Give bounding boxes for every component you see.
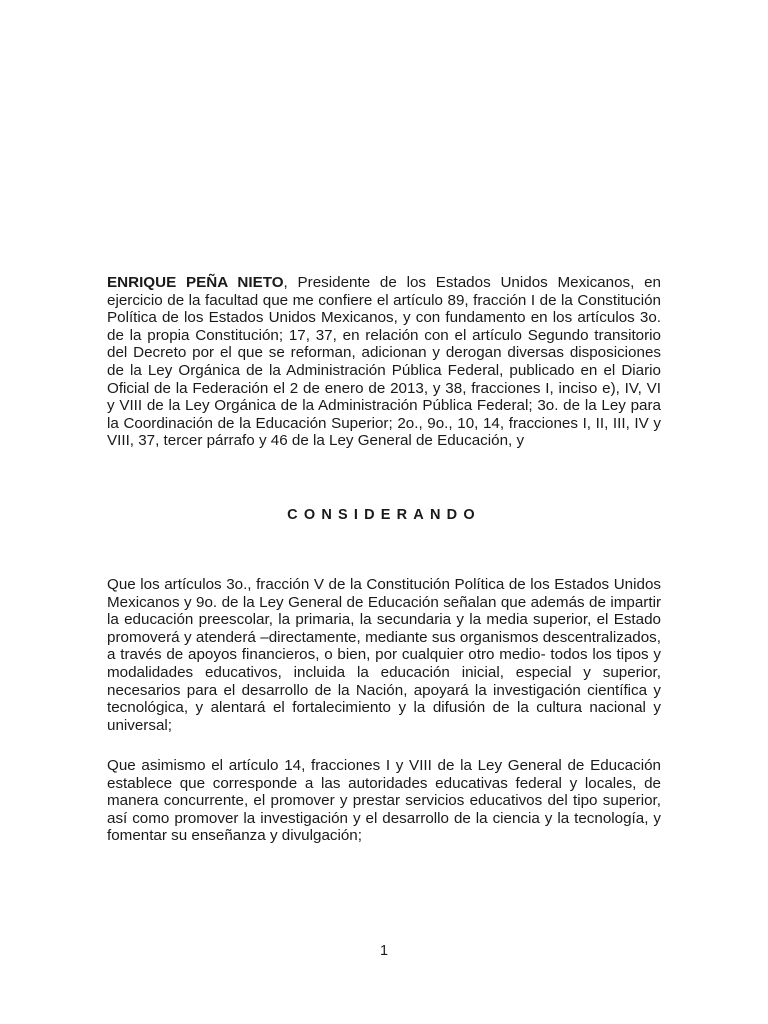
intro-paragraph: [107, 274, 661, 450]
considerando-paragraph-2: Que asimismo el artículo 14, fracciones I y VIII de la Ley General de Educación establece que corresponde a las autoridades educativas federal y locales, de manera concurrente, el promover y prestar servicios educativos del tipo superior, así como promover la investigación y el desarrollo de la ciencia y la tecnología, y fomentar su enseñanza y divulgación;: [107, 757, 661, 845]
president-name: ENRIQUE PEÑA NIETO: [107, 274, 284, 291]
considerando-paragraph-1: Que los artículos 3o., fracción V de la Constitución Política de los Estados Unidos Mexicanos y 9o. de la Ley General de Educación señalan que además de impartir la educación preescolar, la primaria, la secundaria y la media superior, el Estado promoverá y atenderá –directamente, mediante sus organismos descentralizados, a través de apoyos financieros, o bien, por cualquier otro medio- todos los tipos y modalidades educativos, incluida la educación inicial, especial y superior, necesarios para el desarrollo de la Nación, apoyará la investigación científica y tecnológica, y alentará el fortalecimiento y la difusión de la cultura nacional y universal;: [107, 576, 661, 734]
page-number: 1: [379, 943, 389, 959]
considerando-heading: CONSIDERANDO: [287, 507, 481, 523]
intro-text: , Presidente de los Estados Unidos Mexicanos, en ejercicio de la facultad que me confiere el artículo 89, fracción I de la Constitución Política de los Estados Unidos Mexicanos, y con fundamento en los artículos 3o. de la propia Constitución; 17, 37, en relación con el artículo Segundo transitorio del Decreto por el que se reforman, adicionan y derogan diversas disposiciones de la Ley Orgánica de la Administración Pública Federal, publicado en el Diario Oficial de la Federación el 2 de enero de 2013, y 38, fracciones I, inciso e), IV, VI y VIII de la Ley Orgánica de la Administración Pública Federal; 3o. de la Ley para la Coordinación de la Educación Superior; 2o., 9o., 10, 14, fracciones I, II, III, IV y VIII, 37, tercer párrafo y 46 de la Ley General de Educación, y: [107, 274, 661, 450]
